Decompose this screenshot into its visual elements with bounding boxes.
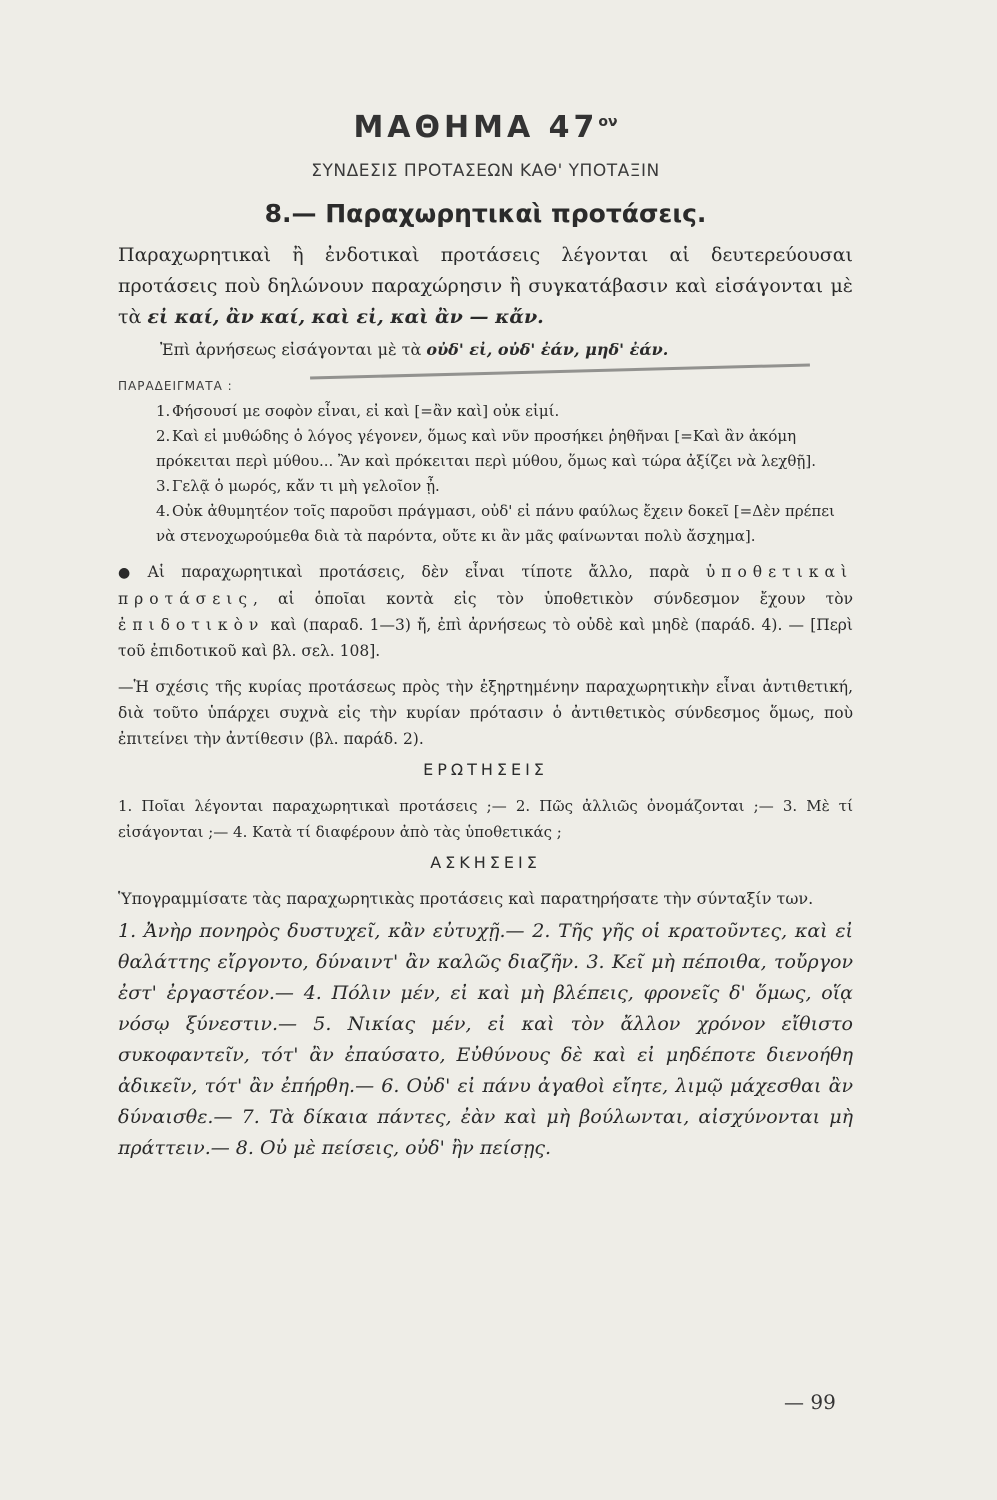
questions-text: 1. Ποῖαι λέγονται παραχωρητικαὶ προτάσεις ;— 2. Πῶς ἀλλιῶς ὀνομάζονται ;— 3. Μὲ τί εἰσάγονται ;— 4. Κατὰ τί διαφέρουν ἀπὸ τὰς ὑποθετικάς ; <box>118 797 853 841</box>
questions-heading: ΕΡΩΤΗΣΕΙΣ <box>423 760 548 779</box>
page-number: — 99 <box>784 1390 836 1414</box>
examples-label: ΠΑΡΑΔΕΙΓΜΑΤΑ : <box>118 379 233 393</box>
list-item: 4. Οὐκ ἀθυμητέον τοῖς παροῦσι πράγμασι, οὐδ' εἰ πάνυ φαύλως ἔχειν δοκεῖ [=Δὲν πρέπει νὰ στενοχωρούμεθα διὰ τὰ παρόντα, οὔτε κι ἂν μᾶς φαίνωνται πολὺ ἄσχημα]. <box>156 502 835 545</box>
definition-paragraph: Παραχωρητικαὶ ἢ ἐνδοτικαὶ προτάσεις λέγονται αἱ δευτερεύουσαι προτάσεις ποὺ δηλώνουν παραχώρησιν ἢ συγκατάβασιν καὶ εἰσάγονται μὲ τὰ εἰ καί, ἂν καί, καὶ εἰ, καὶ ἂν — κἄν. <box>118 244 853 328</box>
exercises-text: 1. Ἀνὴρ πονηρὸς δυστυχεῖ, κἂν εὐτυχῇ.— 2. Τῆς γῆς οἱ κρατοῦντες, καὶ εἰ θαλάττης εἴργοντο, δύναιντ' ἂν καλῶς διαζῆν. 3. Κεῖ μὴ πέποιθα, τοὔργον ἐστ' ἐργαστέον.— 4. Πόλιν μέν, εἰ καὶ μὴ βλέπεις, φρονεῖς δ' ὅμως, οἵᾳ νόσῳ ξύνεστιν.— 5. Νικίας μέν, εἰ καὶ τὸν ἄλλον χρόνον εἴθιστο συκοφαντεῖν, τότ' ἂν ἐπαύσατο, Εὐθύνους δὲ καὶ εἰ μηδέποτε διενοήθη ἀδικεῖν, τότ' ἂν ἐπήρθη.— 6. Οὐδ' εἰ πάνυ ἀγαθοὶ εἴητε, λιμῷ μάχεσθαι ἂν δύναισθε.— 7. Τὰ δίκαια πάντες, ἐὰν καὶ μὴ βούλωνται, αἰσχύνονται μὴ πράττειν.— 8. Οὐ μὲ πείσεις, οὐδ' ἢν πείσῃς. <box>118 920 853 1159</box>
bullet-icon: ● <box>118 565 142 581</box>
exercises-heading: ΑΣΚΗΣΕΙΣ <box>430 853 541 872</box>
list-item: 2. Καὶ εἰ μυθώδης ὁ λόγος γέγονεν, ὅμως καὶ νῦν προσήκει ῥηθῆναι [=Καὶ ἂν ἀκόμη πρόκειται περὶ μύθου... Ἂν καὶ πρόκειται περὶ μύθου, ὅμως καὶ τώρα ἀξίζει νὰ λεχθῇ]. <box>156 427 817 470</box>
chapter-subtitle: ΣΥΝΔΕΣΙΣ ΠΡΟΤΑΣΕΩΝ ΚΑΘ' ΥΠΟΤΑΞΙΝ <box>311 161 660 181</box>
section-heading: 8.— Παραχωρητικαὶ προτάσεις. <box>264 199 707 228</box>
lesson-title: ΜΑΘΗΜΑ $47^{o\nu}$ <box>353 110 618 145</box>
page-body <box>118 110 853 1164</box>
negation-note: Ἐπὶ ἀρνήσεως εἰσάγονται μὲ τὰ οὐδ' εἰ, οὐδ' ἐάν, μηδ' ἐάν. <box>160 340 669 359</box>
examples-list <box>156 399 853 549</box>
explanation-paragraph: ● Αἱ παραχωρητικαὶ προτάσεις, δὲν εἶναι τίποτε ἄλλο, παρὰ ὑποθετικαὶ προτάσεις, αἱ ὁποῖαι κοντὰ εἰς τὸν ὑποθετικὸν σύνδεσμον ἔχουν τὸν ἐπιδοτικὸν καὶ (παραδ. 1—3) ἤ, ἐπὶ ἀρνήσεως τὸ οὐδὲ καὶ μηδὲ (παράδ. 4). — [Περὶ τοῦ ἐπιδοτικοῦ καὶ βλ. σελ. 108]. <box>118 563 854 660</box>
list-item: 3. Γελᾷ ὁ μωρός, κἄν τι μὴ γελοῖον ᾖ. <box>156 477 440 495</box>
list-item: 1. Φήσουσί με σοφὸν εἶναι, εἰ καὶ [=ἂν καὶ] οὐκ εἰμί. <box>156 402 560 420</box>
contrast-paragraph: —Ἡ σχέσις τῆς κυρίας προτάσεως πρὸς τὴν ἐξηρτημένην παραχωρητικὴν εἶναι ἀντιθετική, διὰ τοῦτο ὑπάρχει συχνὰ εἰς τὴν κυρίαν πρότασιν ὁ ἀντιθετικὸς σύνδεσμος ὅμως, ποὺ ἐπιτείνει τὴν ἀντίθεσιν (βλ. παράδ. 2). <box>118 678 853 748</box>
exercises-instructions: Ὑπογραμμίσατε τὰς παραχωρητικὰς προτάσεις καὶ παρατηρήσατε τὴν σύνταξίν των. <box>118 889 814 908</box>
